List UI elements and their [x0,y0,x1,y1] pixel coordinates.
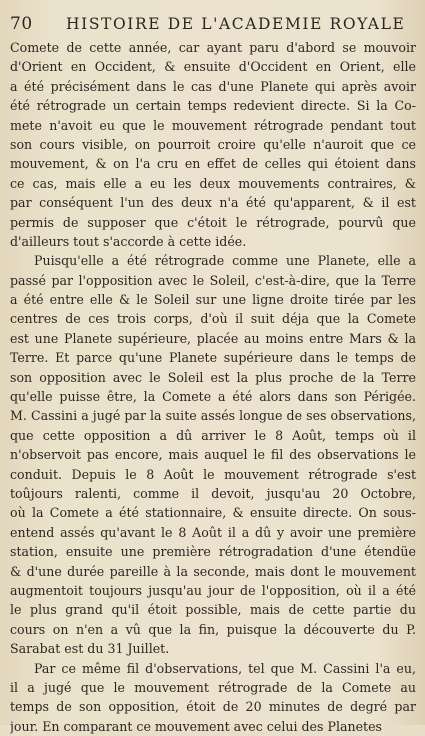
text-line: & d'une durée pareille à la seconde, mais dont le mouvement [10,562,416,581]
text-line: qu'elle puisse être, la Comete a été alors dans son Périgée. [10,387,416,406]
paragraph [10,251,416,658]
text-line: conduit. Depuis le 8 Août le mouvement rétrograde s'est [10,465,416,484]
text-line: toûjours ralenti, comme il devoit, jusqu'au 20 Octobre, [10,484,416,503]
text-line: station, ensuite une première rétrogradation d'une étendüe [10,542,416,561]
text-line: le plus grand qu'il étoit possible, mais de cette partie du [10,600,416,619]
text-line: centres de ces trois corps, d'où il suit déja que la Comete [10,309,416,328]
paragraph [10,659,416,736]
text-line: est une Planete supérieure, placée au moins entre Mars & la [10,329,416,348]
text-line: mouvement, & on l'a cru en effet de celles qui étoient dans [10,154,416,173]
text-line: cours on n'en a vû que la fin, puisque la découverte du P. [10,620,416,639]
text-line: Terre. Et parce qu'une Planete supérieure dans le temps de [10,348,416,367]
text-line: mete n'avoit eu que le mouvement rétrograde pendant tout [10,116,416,135]
text-line: entend assés qu'avant le 8 Août il a dû y avoir une première [10,523,416,542]
text-line: passé par l'opposition avec le Soleil, c'est-à-dire, que la Terre [10,271,416,290]
text-line: d'ailleurs tout s'accorde à cette idée. [10,232,416,251]
text-line: n'observoit pas encore, mais auquel le fil des observations le [10,445,416,464]
text-line: il a jugé que le mouvement rétrograde de la Comete au [10,678,416,697]
text-line: permis de supposer que c'étoit le rétrograde, pourvû que [10,213,416,232]
text-line: que cette opposition a dû arriver le 8 Août, temps où il [10,426,416,445]
body-text [10,38,416,736]
text-line: son opposition avec le Soleil est la plus proche de la Terre [10,368,416,387]
text-line: ce cas, mais elle a eu les deux mouvements contraires, & [10,174,416,193]
text-line: où la Comete a été stationnaire, & ensuite directe. On sous- [10,503,416,522]
paragraph [10,38,416,251]
text-line: temps de son opposition, étoit de 20 minutes de degré par [10,697,416,716]
page-header [10,14,415,34]
text-line: a été entre elle & le Soleil sur une ligne droite tirée par les [10,290,416,309]
text-line: M. Cassini a jugé par la suite assés longue de ses observations, [10,406,416,425]
text-line: son cours visible, on pourroit croire qu'elle n'auroit que ce [10,135,416,154]
text-line: Par ce même fil d'observations, tel que M. Cassini l'a eu, [10,659,416,678]
text-line: Puisqu'elle a été rétrograde comme une Planete, elle a [10,251,416,270]
text-line: a été précisément dans le cas d'une Planete qui après avoir [10,77,416,96]
text-line: Sarabat est du 31 Juillet. [10,639,416,658]
running-title: HISTOIRE DE L'ACADEMIE ROYALE [66,15,405,33]
text-line: été rétrograde un certain temps redevient directe. Si la Co- [10,96,416,115]
text-line: jour. En comparant ce mouvement avec celui des Planetes [10,717,416,736]
text-line: d'Orient en Occident, & ensuite d'Occident en Orient, elle [10,57,416,76]
page-number: 70 [10,14,66,34]
text-line: augmentoit toujours jusqu'au jour de l'opposition, où il a été [10,581,416,600]
text-line: Comete de cette année, car ayant paru d'abord se mouvoir [10,38,416,57]
text-line: par conséquent l'un des deux n'a été qu'apparent, & il est [10,193,416,212]
